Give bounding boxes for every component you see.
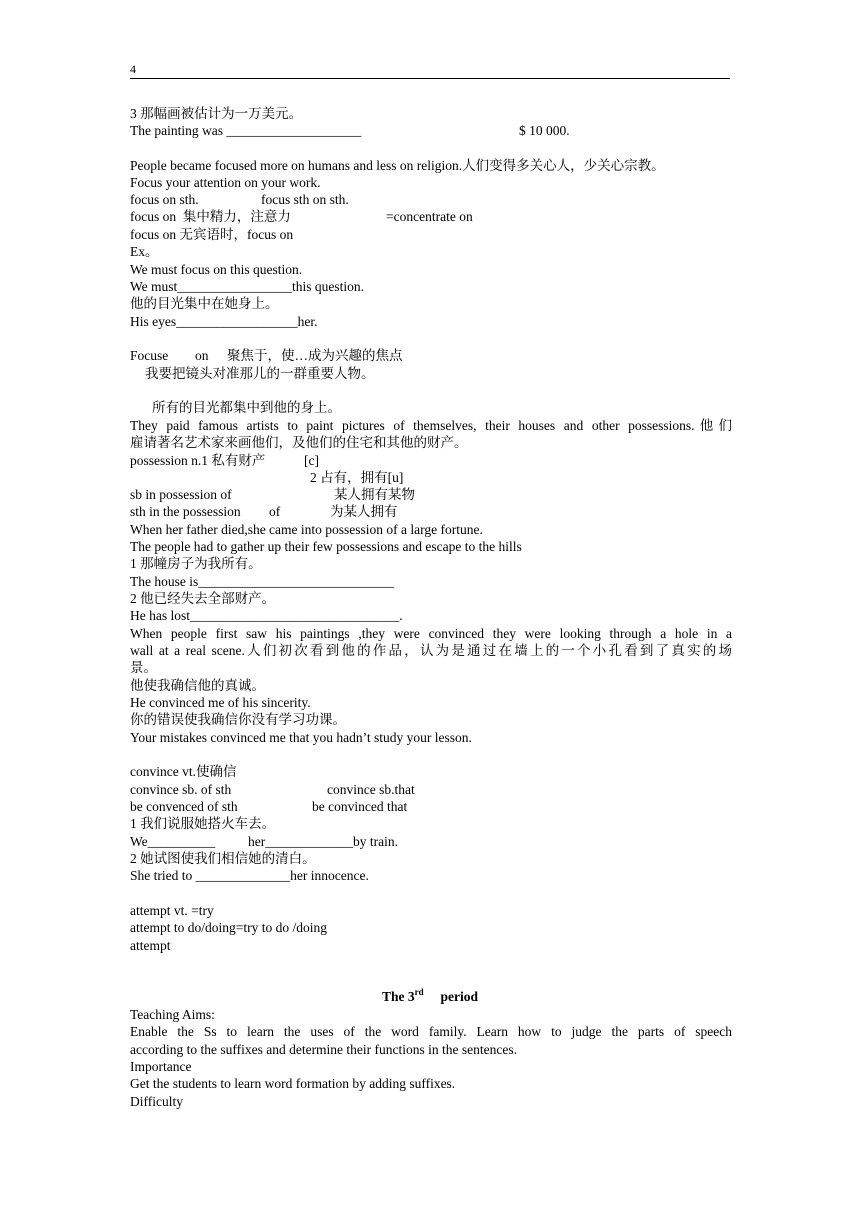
text-line: attempt vt. =try <box>130 903 214 918</box>
text-line: convince sb. of sth <box>130 782 232 797</box>
text-line: convince sb.that <box>327 782 415 797</box>
section-heading-text: The 3 <box>381 989 415 1004</box>
text-line: sb in possession of <box>130 487 232 502</box>
section-heading-ordinal: rd <box>414 987 424 997</box>
text-line: attempt <box>130 938 171 953</box>
text-line: her_____________by train. <box>248 834 398 849</box>
text-line: The people had to gather up their few possessions and escape to the hills <box>130 539 522 554</box>
text-line: When people first saw his paintings ,they were convinced they were looking through a hole in a <box>130 626 732 641</box>
text-line: The house is_____________________________ <box>130 574 394 589</box>
text-line: focus sth on sth. <box>261 192 349 207</box>
text-line: on <box>195 348 209 363</box>
text-line: focus on 无宾语时，focus on <box>130 227 294 242</box>
text-line: We must_________________this question. <box>130 279 365 294</box>
text-line: $ 10 000. <box>519 123 570 138</box>
text-line: His eyes__________________her. <box>130 314 318 329</box>
text-line: 雇请著名艺术家来画他们，及他们的住宅和其他的财产。 <box>130 435 468 450</box>
text-line: Focuse <box>130 348 169 363</box>
text-line: 所有的目光都集中到他的身上。 <box>152 400 341 415</box>
text-line: 1 那幢房子为我所有。 <box>130 556 262 571</box>
text-line: Your mistakes convinced me that you hadn’t study your lesson. <box>130 730 472 745</box>
section-heading <box>130 988 730 1005</box>
text-line: The painting was ____________________ <box>130 123 362 138</box>
text-line: focus on 集中精力，注意力 <box>130 209 291 224</box>
text-line: He has lost_______________________________. <box>130 608 403 623</box>
text-line: 2 她试图使我们相信她的清白。 <box>130 851 316 866</box>
text-line: Difficulty <box>130 1094 183 1109</box>
text-line: 1 我们说服她搭火车去。 <box>130 816 276 831</box>
text-line: 为某人拥有 <box>330 504 398 519</box>
text-line: He convinced me of his sincerity. <box>130 695 311 710</box>
header-rule <box>130 78 730 79</box>
text-line: 某人拥有某物 <box>334 487 415 502</box>
text-line: possession n.1 私有财产 <box>130 453 266 468</box>
text-line: convince vt.使确信 <box>130 764 237 779</box>
text-line: When her father died,she came into possession of a large fortune. <box>130 522 483 537</box>
text-line: 2 他已经失去全部财产。 <box>130 591 276 606</box>
text-line: Get the students to learn word formation by adding suffixes. <box>130 1076 456 1091</box>
text-line: Focus your attention on your work. <box>130 175 321 190</box>
text-line: attempt to do/doing=try to do /doing <box>130 920 327 935</box>
text-line: be convinced that <box>312 799 408 814</box>
text-line: of <box>269 504 281 519</box>
text-line: =concentrate on <box>386 209 473 224</box>
text-line: 你的错误使我确信你没有学习功课。 <box>130 712 346 727</box>
text-line: She tried to ______________her innocence. <box>130 868 369 883</box>
text-line: 聚焦于，使…成为兴趣的焦点 <box>227 348 403 363</box>
text-line: 3 那幅画被估计为一万美元。 <box>130 106 303 121</box>
text-line: Teaching Aims: <box>130 1007 215 1022</box>
page-number: 4 <box>130 62 136 76</box>
text-line: focus on sth. <box>130 192 199 207</box>
text-line: wall at a real scene.人们初次看到他的作品，认为是通过在墙上的一个小孔看到了真实的场 <box>130 643 732 658</box>
text-line: 景。 <box>130 660 157 675</box>
text-line: according to the suffixes and determine their functions in the sentences. <box>130 1042 518 1057</box>
text-line: 我要把镜头对准那儿的一群重要人物。 <box>145 366 375 381</box>
text-line: be convenced of sth <box>130 799 238 814</box>
text-line: Enable the Ss to learn the uses of the word family. Learn how to judge the parts of speech <box>130 1024 732 1039</box>
text-line: We__________ <box>130 834 216 849</box>
text-line: 2 占有，拥有[u] <box>310 470 404 485</box>
text-line: 他使我确信他的真诚。 <box>130 678 265 693</box>
text-line: sth in the possession <box>130 504 241 519</box>
text-line: 他的目光集中在她身上。 <box>130 296 279 311</box>
text-line: They paid famous artists to paint pictures of themselves, their houses and other possessions.他们 <box>130 418 732 433</box>
section-heading-period: period <box>440 989 479 1004</box>
text-line: We must focus on this question. <box>130 262 303 277</box>
text-line: [c] <box>304 453 319 468</box>
text-line: Importance <box>130 1059 192 1074</box>
text-line: People became focused more on humans and less on religion.人们变得多关心人，少关心宗教。 <box>130 158 665 173</box>
text-line: Ex。 <box>130 244 159 259</box>
